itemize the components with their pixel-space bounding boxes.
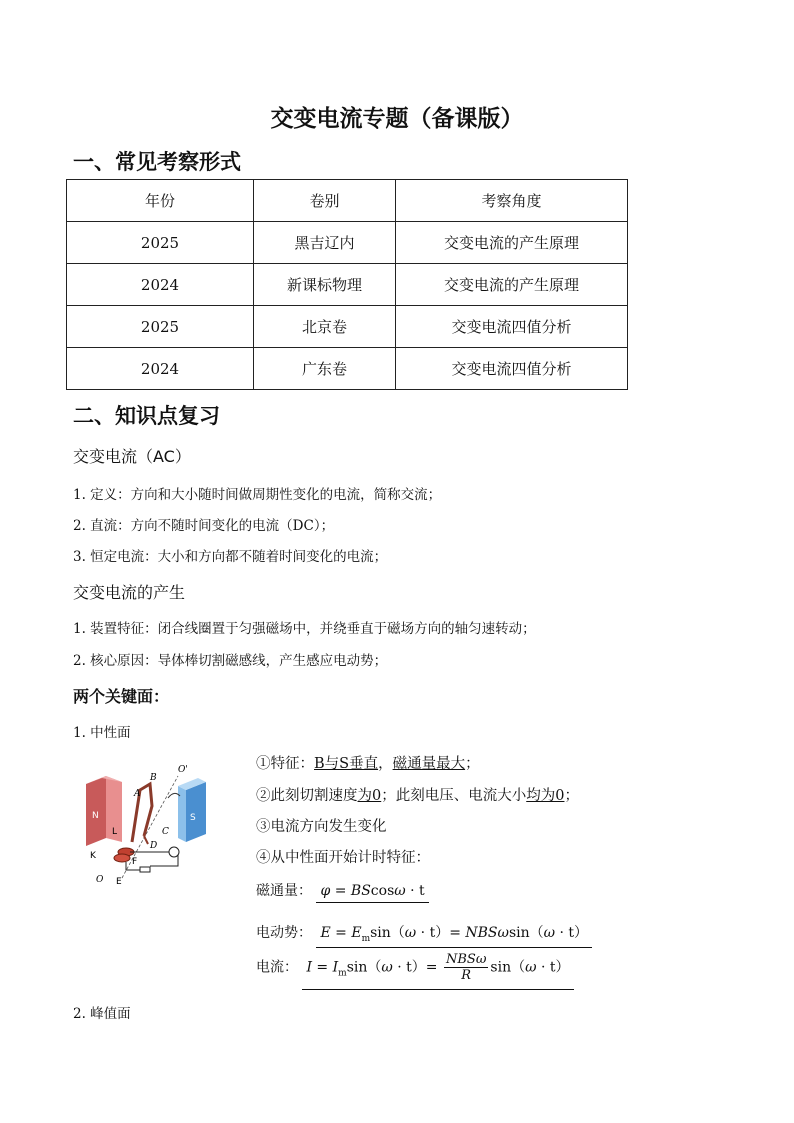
header-year: 年份 <box>67 180 254 222</box>
peak-plane-label: 2. 峰值面 <box>73 1006 131 1022</box>
feature-2-all-zero: 均为0 <box>526 788 565 804</box>
table-row <box>67 264 628 306</box>
cell-angle: 交变电流四值分析 <box>396 348 628 390</box>
feature-2-zero-speed: 为0 <box>357 788 382 804</box>
label-N: N <box>92 811 99 821</box>
label-E: E <box>116 877 122 887</box>
ac-item-dc: 2. 直流：方向不随时间变化的电流（DC）； <box>73 518 335 534</box>
feature-1-max-flux: 磁通量最大 <box>392 756 466 772</box>
cell-year: 2024 <box>67 348 254 390</box>
table-row <box>67 348 628 390</box>
feature-2-end: ； <box>564 788 579 804</box>
label-K: K <box>90 851 96 861</box>
emf-formula-row <box>256 922 592 948</box>
feature-2-text-a: ②此刻切割速度 <box>256 788 358 804</box>
cell-year: 2025 <box>67 306 254 348</box>
label-S: S <box>190 813 196 823</box>
ac-item-definition: 1. 定义：方向和大小随时间做周期性变化的电流，简称交流； <box>73 487 442 503</box>
emf-label: 电动势： <box>256 925 312 941</box>
label-D: D <box>150 841 158 851</box>
cell-year: 2024 <box>67 264 254 306</box>
flux-label: 磁通量： <box>256 883 312 899</box>
flux-formula-row <box>256 880 429 903</box>
section-heading-exam-forms: 一、常见考察形式 <box>73 150 241 174</box>
table-row <box>67 306 628 348</box>
label-C: C <box>162 827 169 837</box>
cell-angle: 交变电流四值分析 <box>396 306 628 348</box>
generation-item-device: 1. 装置特征：闭合线圈置于匀强磁场中，并绕垂直于磁场方向的轴匀速转动； <box>73 621 536 637</box>
neutral-feature-2 <box>256 784 579 805</box>
neutral-plane-label: 1. 中性面 <box>73 725 131 741</box>
neutral-feature-1 <box>256 752 480 773</box>
feature-1-prefix: ①特征： <box>256 756 314 772</box>
ac-heading: 交变电流（AC） <box>73 447 191 466</box>
feature-1-sep: ， <box>378 756 393 772</box>
feature-2-text-b: ；此刻电压、电流大小 <box>381 788 527 804</box>
cell-paper: 北京卷 <box>254 306 396 348</box>
table-header-row <box>67 180 628 222</box>
cell-angle: 交变电流的产生原理 <box>396 222 628 264</box>
current-label: 电流： <box>256 959 298 976</box>
cell-paper: 新课标物理 <box>254 264 396 306</box>
cell-paper: 黑吉辽内 <box>254 222 396 264</box>
label-L: L <box>112 827 118 837</box>
feature-1-end: ； <box>465 756 480 772</box>
section-heading-review: 二、知识点复习 <box>73 404 220 428</box>
generation-heading: 交变电流的产生 <box>73 583 186 602</box>
ac-item-constant: 3. 恒定电流：大小和方向都不随着时间变化的电流； <box>73 549 388 565</box>
generator-diagram <box>82 762 212 890</box>
label-F: F <box>132 857 138 867</box>
label-O-prime: O' <box>178 765 188 775</box>
current-formula-row <box>256 952 574 990</box>
cell-paper: 广东卷 <box>254 348 396 390</box>
cell-year: 2025 <box>67 222 254 264</box>
header-paper: 卷别 <box>254 180 396 222</box>
table-row <box>67 222 628 264</box>
emf-formula: $E = E_m\sin(\omega \cdot t)= NBS\omega\sin(\omega \cdot t)$ <box>316 922 592 948</box>
feature-1-b-perp-s: B与S垂直 <box>314 756 379 772</box>
generation-item-cause: 2. 核心原因：导体棒切割磁感线，产生感应电动势； <box>73 653 388 669</box>
header-angle: 考察角度 <box>396 180 628 222</box>
flux-formula: φ = BScosω · t <box>316 883 428 903</box>
label-O: O <box>96 875 104 885</box>
exam-table <box>66 179 628 390</box>
label-B: B <box>150 773 157 783</box>
label-A: A <box>134 789 141 799</box>
neutral-feature-3: ③电流方向发生变化 <box>256 819 387 835</box>
key-planes-heading: 两个关键面： <box>73 687 170 706</box>
document-title: 交变电流专题（备课版） <box>270 106 524 132</box>
current-formula: $I = I_m\sin(\omega \cdot t)=$ $\frac{\text{NBSω}}{R}$ sin（ω · t） <box>302 952 573 990</box>
neutral-feature-4: ④从中性面开始计时特征： <box>256 850 430 866</box>
cell-angle: 交变电流的产生原理 <box>396 264 628 306</box>
